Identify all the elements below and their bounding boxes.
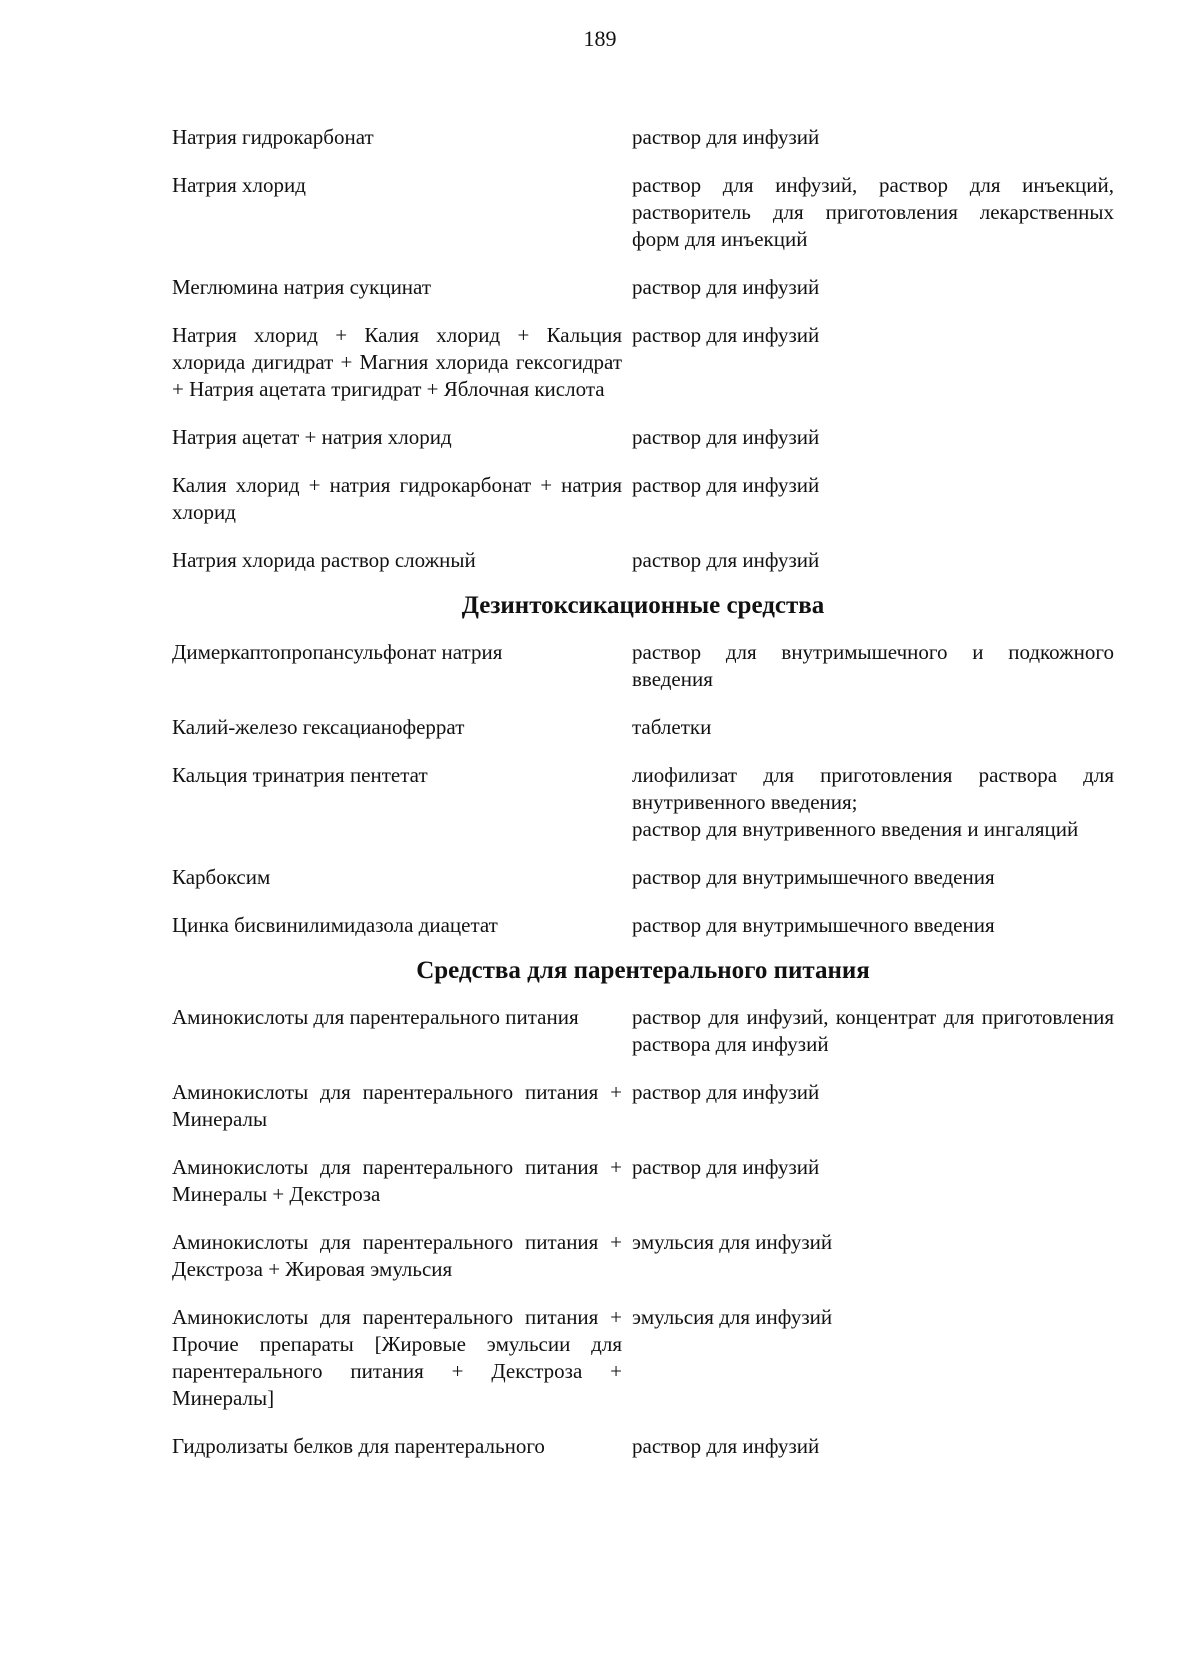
dosage-forms (632, 124, 1114, 151)
drug-name: Димеркаптопропансульфонат натрия (172, 640, 503, 664)
dosage-forms (632, 714, 1114, 741)
drug-row (172, 1004, 1114, 1058)
dosage-form-text: раствор для внутримышечного введения (632, 865, 995, 889)
drug-name: Натрия хлорид (172, 173, 306, 197)
drug-row (172, 274, 1114, 301)
drug-row (172, 1229, 1114, 1283)
dosage-form-text: раствор для инфузий (632, 323, 820, 347)
drug-row (172, 1079, 1114, 1133)
drug-name: Цинка бисвинилимидазола диацетат (172, 913, 498, 937)
dosage-forms (632, 424, 1114, 451)
dosage-form-text: таблетки (632, 715, 712, 739)
drug-row (172, 864, 1114, 891)
drug-row (172, 547, 1114, 574)
drug-name: Натрия хлорид + Калия хлорид + Кальция хлорида дигидрат + Магния хлорида гексогидрат + Натрия ацетата тригидрат + Яблочная кислота (172, 323, 622, 401)
dosage-form-text: раствор для инфузий (632, 125, 820, 149)
dosage-form-text: раствор для инфузий (632, 425, 820, 449)
dosage-form-text: раствор для инфузий (632, 1080, 820, 1104)
dosage-form-text: раствор для внутримышечного и подкожного введения (632, 640, 1114, 691)
dosage-forms (632, 472, 1114, 499)
dosage-form-text: раствор для инфузий, раствор для инъекций, растворитель для приготовления лекарственных форм для инъекций (632, 173, 1114, 251)
drug-row (172, 322, 1114, 403)
drug-row (172, 912, 1114, 939)
dosage-form-text: раствор для внутривенного введения и ингаляций (632, 817, 1079, 841)
dosage-forms (632, 322, 1114, 349)
dosage-form-text: раствор для инфузий (632, 548, 820, 572)
dosage-forms (632, 864, 1114, 891)
drug-row (172, 714, 1114, 741)
page-number: 189 (583, 26, 617, 51)
drug-name: Карбоксим (172, 865, 271, 889)
drug-name: Гидролизаты белков для парентерального (172, 1434, 545, 1458)
drug-row (172, 172, 1114, 253)
drug-row (172, 639, 1114, 693)
drug-name: Калий-железо гексацианоферрат (172, 715, 465, 739)
dosage-forms (632, 547, 1114, 574)
dosage-forms (632, 1229, 1114, 1256)
dosage-forms (632, 1304, 1114, 1331)
drug-row (172, 762, 1114, 843)
drug-name: Аминокислоты для парентерального питания + Декстроза + Жировая эмульсия (172, 1230, 622, 1281)
dosage-forms (632, 1079, 1114, 1106)
drug-row (172, 1154, 1114, 1208)
dosage-forms (632, 1433, 1114, 1460)
dosage-form-text: лиофилизат для приготовления раствора для внутривенного введения; (632, 763, 1114, 814)
dosage-forms (632, 274, 1114, 301)
drug-name: Меглюмина натрия сукцинат (172, 275, 432, 299)
dosage-form-text: раствор для инфузий, концентрат для приготовления раствора для инфузий (632, 1005, 1114, 1056)
dosage-forms (632, 639, 1114, 693)
drug-name: Аминокислоты для парентерального питания + Прочие препараты [Жировые эмульсии для парентерального питания + Декстроза + Минералы] (172, 1305, 622, 1410)
section-title: Средства для парентерального питания (416, 957, 870, 984)
dosage-forms (632, 1154, 1114, 1181)
drug-row (172, 124, 1114, 151)
section-title: Дезинтоксикационные средства (461, 592, 825, 619)
drug-name: Калия хлорид + натрия гидрокарбонат + натрия хлорид (172, 473, 622, 524)
dosage-form-text: раствор для внутримышечного введения (632, 913, 995, 937)
dosage-forms (632, 172, 1114, 253)
dosage-forms (632, 912, 1114, 939)
drug-row (172, 1304, 1114, 1412)
dosage-forms (632, 1004, 1114, 1058)
drug-name: Натрия гидрокарбонат (172, 125, 374, 149)
drug-name: Аминокислоты для парентерального питания + Минералы + Декстроза (172, 1155, 622, 1206)
drug-row (172, 1433, 1114, 1460)
drug-name: Аминокислоты для парентерального питания + Минералы (172, 1080, 622, 1131)
drug-name: Натрия ацетат + натрия хлорид (172, 425, 452, 449)
dosage-form-text: раствор для инфузий (632, 275, 820, 299)
dosage-form-text: раствор для инфузий (632, 1155, 820, 1179)
drug-name: Аминокислоты для парентерального питания (172, 1005, 579, 1029)
drug-name: Натрия хлорида раствор сложный (172, 548, 476, 572)
dosage-form-text: раствор для инфузий (632, 1434, 820, 1458)
dosage-form-text: раствор для инфузий (632, 473, 820, 497)
drug-name: Кальция тринатрия пентетат (172, 763, 428, 787)
drug-list (172, 124, 1114, 1481)
dosage-form-text: эмульсия для инфузий (632, 1305, 833, 1329)
dosage-form-text: эмульсия для инфузий (632, 1230, 833, 1254)
drug-row (172, 472, 1114, 526)
drug-row (172, 424, 1114, 451)
dosage-forms (632, 762, 1114, 843)
